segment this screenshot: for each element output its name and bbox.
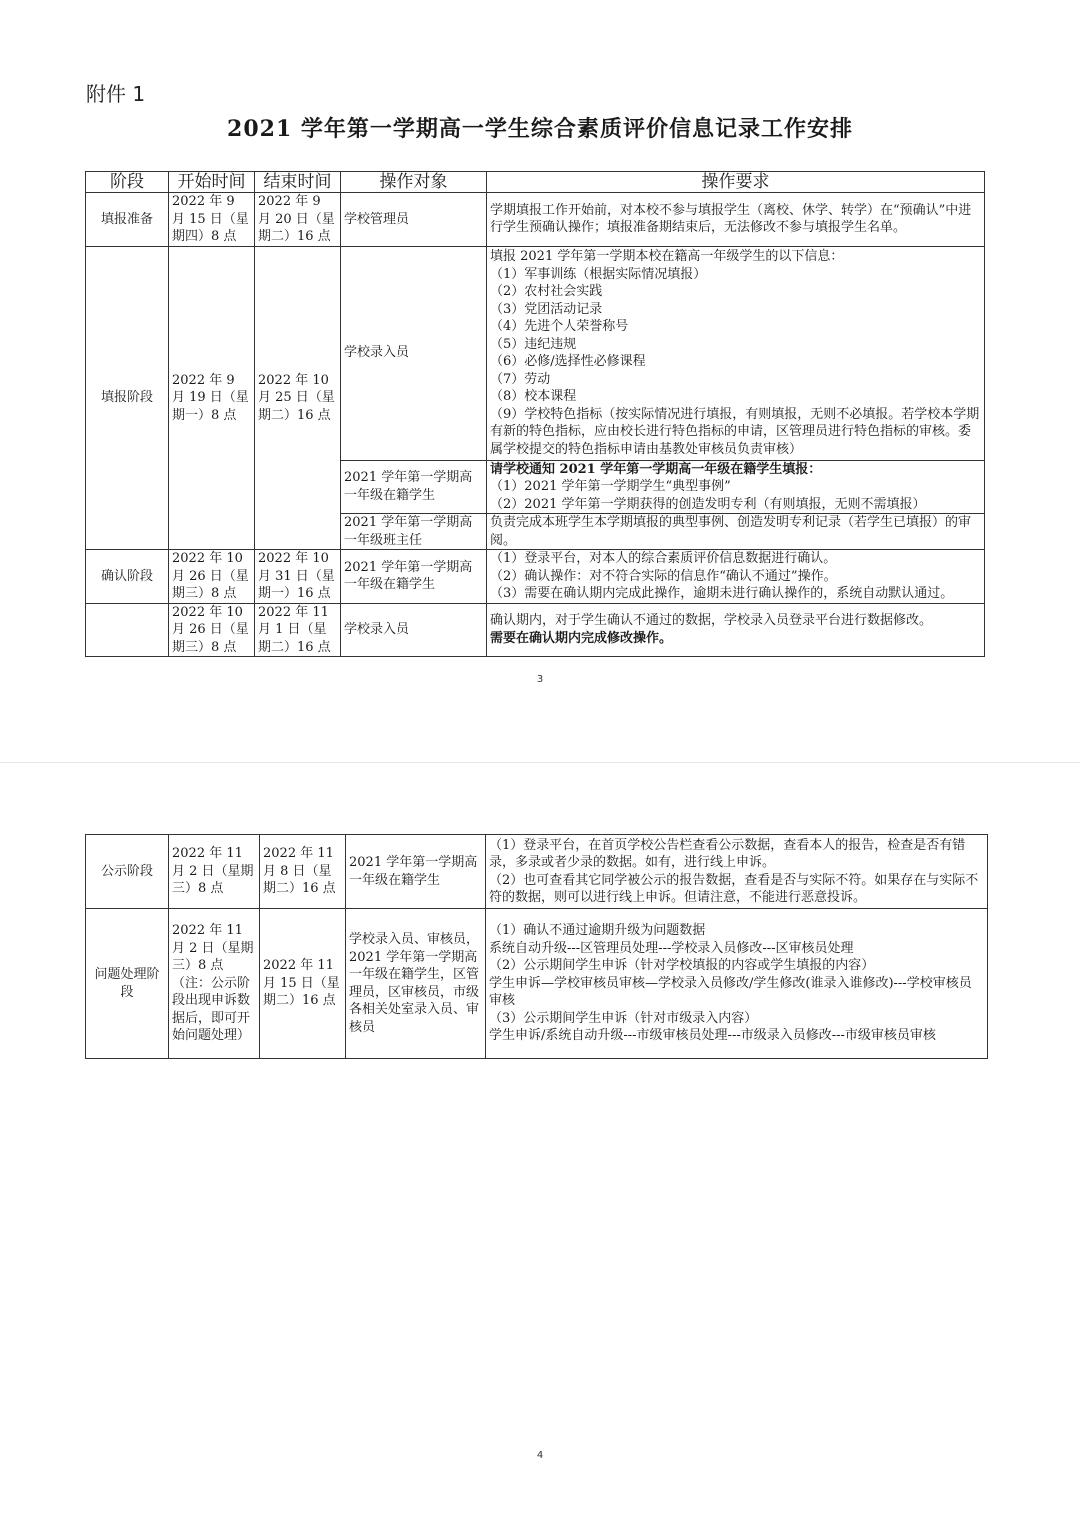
requirement-line: （9）学校特色指标（按实际情况进行填报，有则填报，无则不必填报。若学校本学期有新的特色指标，应由校长进行特色指标的申请，区管理员进行特色指标的审核。委属学校提交的特色指标申请由基教处审核员负责审核） (490, 406, 980, 457)
header-stage: 阶段 (86, 172, 169, 193)
target-cell: 2021 学年第一学期高一年级班主任 (341, 514, 487, 550)
stage-cell: 问题处理阶段 (86, 909, 169, 1059)
target-cell: 学校录入员 (341, 603, 487, 657)
requirement-line: （4）先进个人荣誉称号 (490, 319, 629, 334)
requirements-cell (487, 460, 985, 514)
page-number: 3 (536, 674, 544, 685)
start-time-cell: 2022 年 11 月 2 日（星期三）8 点（注：公示阶段出现申诉数据后，即可开始问题处理） (169, 909, 260, 1059)
schedule-table-page-4 (85, 834, 988, 1059)
requirement-line: （3）需要在确认期内完成此操作，逾期未进行确认操作的，系统自动默认通过。 (490, 586, 954, 601)
page-number: 4 (536, 1450, 544, 1461)
target-cell: 2021 学年第一学期高一年级在籍学生 (341, 460, 487, 514)
end-time-cell: 2022 年 9 月 20 日（星期二）16 点 (255, 193, 341, 247)
requirement-line: 负责完成本班学生本学期填报的典型事例、创造发明专利记录（若学生已填报）的审阅。 (490, 515, 972, 548)
target-cell: 学校录入员、审核员，2021 学年第一学期高一年级在籍学生，区管理员，区审核员，市级各相关处室录入员、审核员 (346, 909, 486, 1059)
table-row (86, 246, 985, 460)
header-target: 操作对象 (341, 172, 487, 193)
end-time-cell: 2022 年 11 月 15 日（星期二）16 点 (260, 909, 346, 1059)
requirement-line: 学期填报工作开始前，对本校不参与填报学生（离校、休学、转学）在“预确认”中进行学生预确认操作；填报准备期结束后，无法修改不参与填报学生名单。 (490, 202, 972, 236)
stage-cell: 公示阶段 (86, 835, 169, 909)
end-time-cell: 2022 年 10 月 31 日（星期一）16 点 (255, 550, 341, 604)
requirements-cell (487, 193, 985, 247)
table-row (86, 603, 985, 657)
requirements-cell (486, 909, 988, 1059)
end-time-cell: 2022 年 11 月 1 日（星期二）16 点 (255, 603, 341, 657)
target-cell: 学校管理员 (341, 193, 487, 247)
requirement-line-bold: 需要在确认期内完成修改操作。 (490, 630, 673, 646)
page-divider (0, 762, 1080, 763)
target-cell: 学校录入员 (341, 246, 487, 460)
requirement-line: 学生申诉/系统自动升级---市级审核员处理---市级录入员修改---市级审核员审核 (489, 1028, 936, 1044)
requirements-cell (487, 550, 985, 604)
table-row (86, 835, 988, 909)
table-row (86, 909, 988, 1059)
requirement-line: （2）确认操作：对不符合实际的信息作“确认不通过”操作。 (490, 568, 837, 584)
start-time-cell: 2022 年 9 月 19 日（星期一）8 点 (169, 246, 255, 550)
requirement-line: （1）登录平台，在首页学校公告栏查看公示数据，查看本人的报告，检查是否有错录，多录或者少录的数据。如有，进行线上申诉。 (489, 837, 966, 870)
requirement-line: （2）也可查看其它同学被公示的报告数据，查看是否与实际不符。如果存在与实际不符的数据，则可以进行线上申诉。但请注意，不能进行恶意投诉。 (489, 872, 979, 905)
start-time-cell: 2022 年 10 月 26 日（星期三）8 点 (169, 603, 255, 657)
requirement-line: （5）违纪违规 (490, 336, 577, 352)
requirement-line: 学生申诉—学校审核员审核—学校录入员修改/学生修改(谁录入谁修改)---学校审核员审核 (489, 975, 972, 1009)
requirement-line: （3）公示期间学生申诉（针对市级录入内容） (489, 1010, 758, 1026)
start-time-cell: 2022 年 11 月 2 日（星期三）8 点 (169, 835, 260, 909)
requirement-line: （3）党团活动记录 (490, 301, 603, 317)
requirements-cell (487, 514, 985, 550)
stage-cell: 填报阶段 (86, 246, 169, 550)
target-cell: 2021 学年第一学期高一年级在籍学生 (346, 835, 486, 909)
start-time-cell: 2022 年 9 月 15 日（星期四）8 点 (169, 193, 255, 247)
annex-label: 附件 1 (86, 82, 146, 106)
requirement-line: （2）公示期间学生申诉（针对学校填报的内容或学生填报的内容） (489, 958, 875, 974)
requirement-line: （2）农村社会实践 (490, 284, 603, 299)
requirement-line: （1）登录平台，对本人的综合素质评价信息数据进行确认。 (490, 551, 837, 566)
header-end-time: 结束时间 (255, 172, 341, 193)
requirements-cell (487, 603, 985, 657)
table-row (86, 550, 985, 604)
requirement-line: 填报 2021 学年第一学期本校在籍高一年级学生的以下信息： (490, 249, 844, 264)
table-header-row (86, 172, 985, 193)
requirement-line-bold: 请学校通知 2021 学年第一学期高一年级在籍学生填报： (490, 461, 822, 477)
requirement-line: （1）军事训练（根据实际情况填报） (490, 266, 707, 282)
requirement-line: （8）校本课程 (490, 389, 577, 404)
requirement-line: 确认期内，对于学生确认不通过的数据，学校录入员登录平台进行数据修改。 (490, 613, 933, 629)
requirement-line: （2）2021 学年第一学期获得的创造发明专利（有则填报，无则不需填报） (490, 496, 926, 512)
requirements-cell (487, 246, 985, 460)
document-title: 2021 学年第一学期高一学生综合素质评价信息记录工作安排 (227, 116, 853, 142)
header-requirements: 操作要求 (487, 172, 985, 193)
stage-cell: 确认阶段 (86, 550, 169, 604)
requirements-cell (486, 835, 988, 909)
start-time-cell: 2022 年 10 月 26 日（星期三）8 点 (169, 550, 255, 604)
table-row (86, 193, 985, 247)
end-time-cell: 2022 年 11 月 8 日（星期二）16 点 (260, 835, 346, 909)
requirement-line: 系统自动升级---区管理员处理---学校录入员修改---区审核员处理 (489, 940, 854, 956)
requirement-line: （1）确认不通过逾期升级为问题数据 (489, 923, 706, 939)
requirement-line: （6）必修/选择性必修课程 (490, 354, 646, 369)
header-start-time: 开始时间 (169, 172, 255, 193)
schedule-table-page-3 (85, 171, 985, 657)
requirement-line: （1）2021 学年第一学期学生“典型事例” (490, 479, 731, 494)
stage-cell-empty (86, 603, 169, 657)
end-time-cell: 2022 年 10 月 25 日（星期二）16 点 (255, 246, 341, 550)
stage-cell: 填报准备 (86, 193, 169, 247)
requirement-line: （7）劳动 (490, 371, 551, 387)
target-cell: 2021 学年第一学期高一年级在籍学生 (341, 550, 487, 604)
